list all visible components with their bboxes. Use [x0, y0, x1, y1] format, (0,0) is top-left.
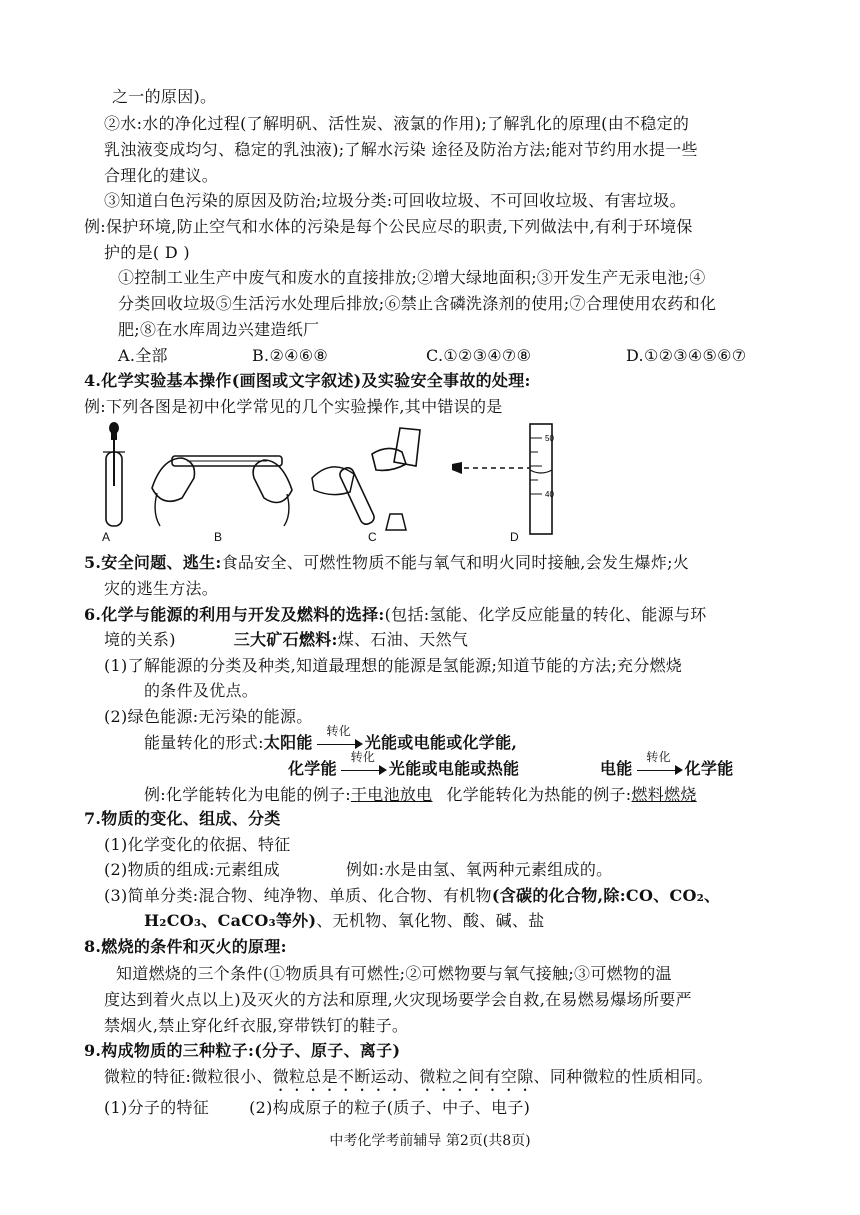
text-span: (1)分子的特征: [104, 1098, 210, 1117]
option-d: D.①②③④⑤⑥⑦: [626, 346, 747, 365]
text-line: 知道燃烧的三个条件(①物质具有可燃性;②可燃物要与氧气接触;③可燃物的温: [116, 964, 672, 983]
text-span: 食品安全、可燃性物质不能与氧气和明火同时接触,会发生爆炸;火: [221, 553, 690, 572]
figure-b-hands-tube: [142, 418, 302, 546]
energy-conversion-line: [144, 723, 518, 754]
text-span: 、无机物、氧化物、酸、碱、盐: [316, 911, 545, 930]
conversion-arrow: [339, 749, 387, 777]
text-line: 之一的原因)。: [112, 87, 217, 106]
text-span: (包括:氢能、化学反应能量的转化、能源与环: [384, 605, 707, 624]
heading-bold: 6.化学与能源的利用与开发及燃料的选择:: [84, 605, 385, 624]
text-line: [144, 784, 697, 806]
text-span: 例:化学能转化为电能的例子:: [144, 785, 351, 804]
text-line: 肥;⑧在水库周边兴建造纸厂: [118, 320, 320, 339]
example-question: 例:下列各图是初中化学常见的几个实验操作,其中错误的是: [84, 397, 503, 416]
figure-label: A: [102, 530, 111, 544]
cylinder-tick-label: 40: [545, 490, 554, 499]
text-line: [104, 859, 612, 881]
text-span: 煤、石油、天然气: [337, 630, 469, 649]
text-line: [104, 1066, 713, 1095]
section-heading-8: 8.燃烧的条件和灭火的原理:: [84, 937, 287, 956]
energy-source: 化学能: [288, 759, 337, 778]
heading-bold: 5.安全问题、逃生:: [84, 553, 222, 572]
text-line: 度达到着火点以上)及灭火的方法和原理,火灾现场要学会自救,在易燃易爆场所要严: [104, 990, 692, 1009]
energy-source: 电能: [600, 759, 633, 778]
energy-source: 太阳能: [263, 733, 313, 752]
text-line: (1)化学变化的依据、特征: [104, 835, 291, 854]
answer-line: 护的是( D ): [104, 243, 190, 262]
underlined-answer: 燃料燃烧: [631, 785, 697, 804]
text-line: [104, 885, 720, 907]
text-span: (2)构成原子的粒子(质子、中子、电子): [249, 1098, 531, 1117]
text-span: (3)简单分类:混合物、纯净物、单质、化合物、有机物: [104, 886, 492, 905]
text-span: 、: [403, 1067, 420, 1086]
option-a: A.全部: [118, 346, 168, 365]
text-line: 禁烟火,禁止穿化纤衣服,穿带铁钉的鞋子。: [104, 1016, 409, 1035]
section-heading-6: [84, 604, 707, 626]
arrow-label: 转化: [326, 723, 351, 738]
dotted-emphasis: 微粒之间有空隙: [419, 1067, 534, 1086]
text-line: ①控制工业生产中废气和废水的直接排放;②增大绿地面积;③开发生产无汞电池;④: [118, 268, 706, 287]
example-question: 例:保护环境,防止空气和水体的污染是每个公民应尽的职责,下列做法中,有利于环境保: [84, 217, 693, 236]
figure-d-cylinder: [442, 418, 616, 546]
figure-label: C: [368, 530, 377, 544]
dotted-emphasis: 微粒总是不断运动: [272, 1067, 404, 1086]
text-span: 化学能转化为热能的例子:: [446, 785, 632, 804]
arrow-label: 转化: [350, 749, 376, 764]
figure-a-dropper: [96, 418, 136, 546]
section-heading-4: 4.化学实验基本操作(画图或文字叙述)及实验安全事故的处理:: [84, 371, 531, 390]
text-line: [104, 1097, 530, 1119]
figure-label: B: [214, 530, 223, 544]
text-line: 的条件及优点。: [144, 681, 259, 700]
energy-target: 光能或电能或化学能,: [364, 733, 518, 752]
arrow-label: 转化: [646, 749, 671, 764]
section-heading-7: 7.物质的变化、组成、分类: [84, 809, 281, 828]
option-b: B.②④⑥⑧: [252, 346, 329, 365]
conversion-arrow: [635, 749, 683, 777]
lab-operation-figures: [96, 418, 616, 546]
text-line: 合理化的建议。: [104, 166, 219, 185]
cylinder-tick-label: 50: [545, 434, 554, 443]
energy-target: 光能或电能或热能: [388, 759, 520, 778]
text-span: 、同种微粒的性质相同。: [533, 1067, 713, 1086]
figure-label: D: [510, 530, 519, 544]
energy-conversion-line: [600, 749, 734, 780]
text-span: 微粒的特征:微粒很小、: [104, 1067, 273, 1086]
text-span: 境的关系): [104, 630, 176, 649]
section-heading-5: [84, 552, 689, 574]
text-line: [104, 629, 468, 651]
bold-span: H₂CO₃、CaCO₃等外): [144, 911, 317, 930]
text-line: ③知道白色污染的原因及防治;垃圾分类:可回收垃圾、不可回收垃圾、有害垃圾。: [104, 191, 686, 210]
text-line: [144, 910, 545, 932]
underlined-answer: 干电池放电: [350, 785, 433, 804]
text-span: 例如:水是由氢、氧两种元素组成的。: [345, 860, 613, 879]
option-c: C.①②③④⑦⑧: [426, 346, 532, 365]
text-line: (2)绿色能源:无污染的能源。: [104, 707, 313, 726]
energy-target: 化学能: [684, 759, 734, 778]
conversion-arrow: [315, 723, 363, 751]
text-span: 能量转化的形式:: [144, 733, 264, 752]
section-heading-9: 9.构成物质的三种粒子:(分子、原子、离子): [84, 1041, 401, 1060]
heading-bold: 三大矿石燃料:: [233, 630, 338, 649]
bold-span: (含碳的化合物,除:CO、CO₂、: [491, 886, 721, 905]
text-line: 分类回收垃圾⑤生活污水处理后排放;⑥禁止含磷洗涤剂的使用;⑦合理使用农药和化: [118, 294, 717, 313]
text-line: 灾的逃生方法。: [104, 579, 219, 598]
figure-c-pouring: [302, 418, 442, 546]
text-line: (1)了解能源的分类及种类,知道最理想的能源是氢能源;知道节能的方法;充分燃烧: [104, 656, 683, 675]
page-footer: 中考化学考前辅导 第2页(共8页): [329, 1133, 531, 1149]
text-span: (2)物质的组成:元素组成: [104, 860, 280, 879]
energy-conversion-line: [288, 749, 520, 780]
text-line: 乳浊液变成均匀、稳定的乳浊液);了解水污染 途径及防治方法;能对节约用水提一些: [104, 140, 698, 159]
text-line: ②水:水的净化过程(了解明矾、活性炭、液氯的作用);了解乳化的原理(由不稳定的: [104, 114, 690, 133]
